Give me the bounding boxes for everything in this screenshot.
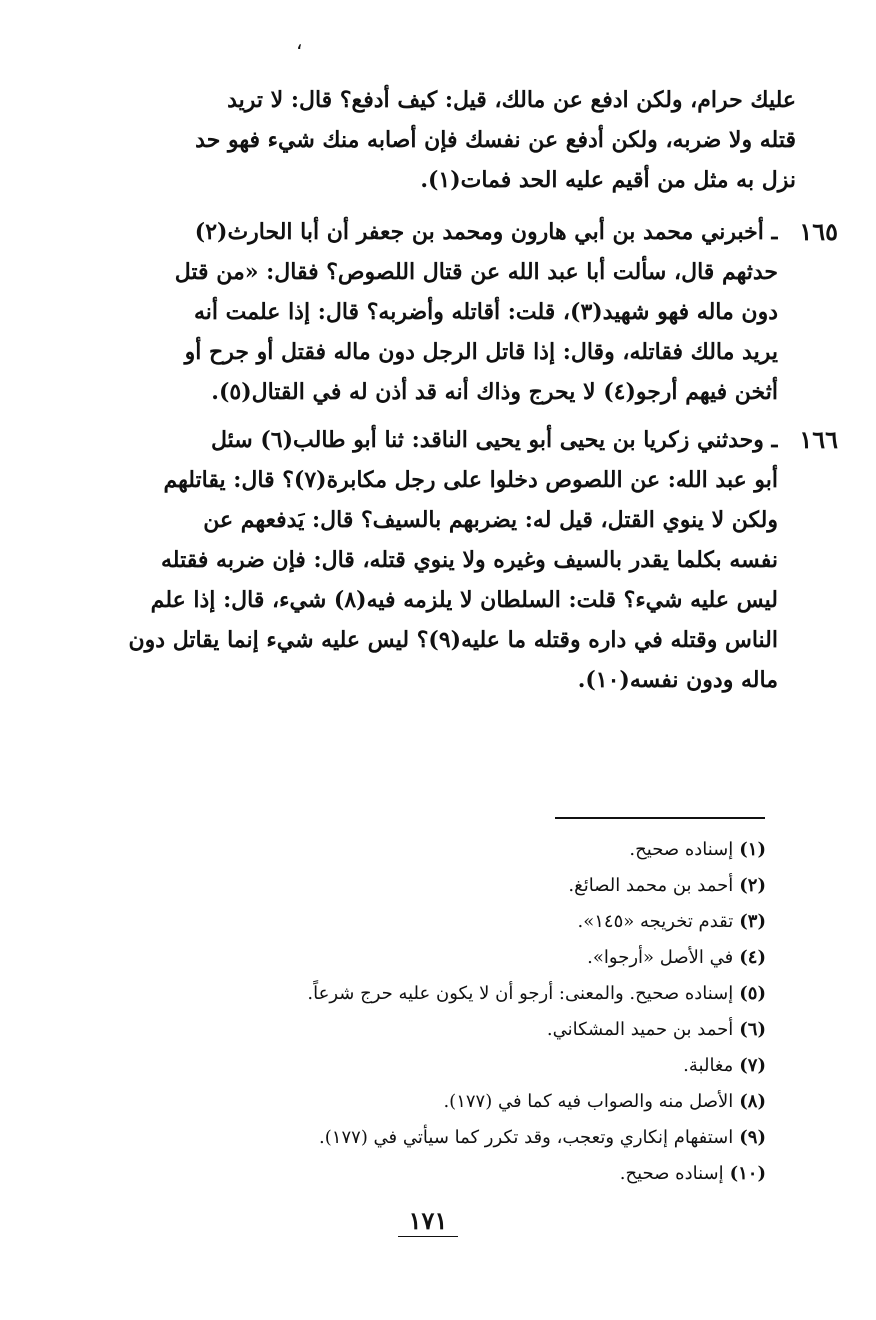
footnote-text: إسناده صحيح. [629,839,734,860]
footnote [307,832,766,868]
text-line: أبو عبد الله: عن اللصوص دخلوا على رجل مكابرة(٧)؟ قال: يقاتلهم [163,467,778,493]
footnote-number: (٣) [739,911,766,932]
entry-166 [78,420,838,705]
text-line: الناس وقتله في داره وقتله ما عليه(٩)؟ ليس عليه شيء إنما يقاتل دون [128,627,778,653]
text-line: أثخن فيهم أرجو(٤) لا يحرج وذاك أنه قد أذن له في القتال(٥). [211,379,778,405]
text-line: ـ وحدثني زكريا بن يحيى أبو يحيى الناقد: ثنا أبو طالب(٦) سئل [210,427,778,453]
text-line: دون ماله فهو شهيد(٣)، قلت: أقاتله وأضربه؟ قال: إذا علمت أنه [193,299,778,325]
footnote-number: (٦) [739,1019,766,1040]
text-line: ـ أخبرني محمد بن أبي هارون ومحمد بن جعفر أن أبا الحارث(٢) [194,219,778,245]
text-line: حدثهم قال، سألت أبا عبد الله عن قتال اللصوص؟ فقال: «من قتل [174,259,778,285]
footnote-text: الأصل منه والصواب فيه كما في (١٧٧). [443,1091,734,1112]
footnote [307,1048,766,1084]
footnote-number: (٤) [739,947,766,968]
text-line: ماله ودون نفسه(١٠). [577,667,778,693]
footnote [307,1120,766,1156]
top-mark: ، [296,30,303,54]
footnote-text: مغالبة. [683,1055,734,1076]
entry-165 [78,212,838,412]
entry-number: ١٦٥ [799,217,838,246]
footnote-number: (٨) [739,1091,766,1112]
footnote [307,904,766,940]
footnote-number: (١) [739,839,766,860]
footnote [307,1012,766,1048]
footnote [307,940,766,976]
text-line: نفسه بكلما يقدر بالسيف وغيره ولا ينوي قتله، قال: فإن ضربه فقتله [161,547,778,573]
text-line: نزل به مثل من أقيم عليه الحد فمات(١). [420,167,796,193]
footnote-number: (١٠) [729,1163,766,1184]
footnote-number: (٧) [739,1055,766,1076]
footnote [307,868,766,904]
footnote-number: (٥) [739,983,766,1004]
footnote-number: (٩) [739,1127,766,1148]
footnote-text: استفهام إنكاري وتعجب، وقد تكرر كما سيأتي في (١٧٧). [319,1127,734,1148]
text-line: ليس عليه شيء؟ قلت: السلطان لا يلزمه فيه(٨) شيء، قال: إذا علم [150,587,778,613]
paragraph-top [78,80,796,200]
footnote [307,976,766,1012]
page-number: ١٧١ [398,1206,458,1237]
footnote-text: أحمد بن حميد المشكاني. [546,1019,734,1040]
text-line: عليك حرام، ولكن ادفع عن مالك، قيل: كيف أدفع؟ قال: لا تريد [227,87,796,113]
text-line: قتله ولا ضربه، ولكن أدفع عن نفسك فإن أصابه منك شيء فهو حد [195,127,796,153]
footnote-text: إسناده صحيح. [619,1163,724,1184]
footnotes [307,832,766,1192]
footnote-number: (٢) [739,875,766,896]
footnote-text: تقدم تخريجه «١٤٥». [577,911,734,932]
footnote-text: في الأصل «أرجوا». [587,947,734,968]
footnote [307,1084,766,1120]
text-line: يريد مالك فقاتله، وقال: إذا قاتل الرجل دون ماله فقتل أو جرح أو [184,339,778,365]
text-line: ولكن لا ينوي القتل، قيل له: يضربهم بالسيف؟ قال: يَدفعهم عن [203,507,778,533]
footnote-separator [555,817,765,819]
footnote [307,1156,766,1192]
footnote-text: أحمد بن محمد الصائغ. [568,875,734,896]
entry-number: ١٦٦ [799,425,838,454]
footnote-text: إسناده صحيح. والمعنى: أرجو أن لا يكون عليه حرج شرعاً. [307,983,734,1004]
